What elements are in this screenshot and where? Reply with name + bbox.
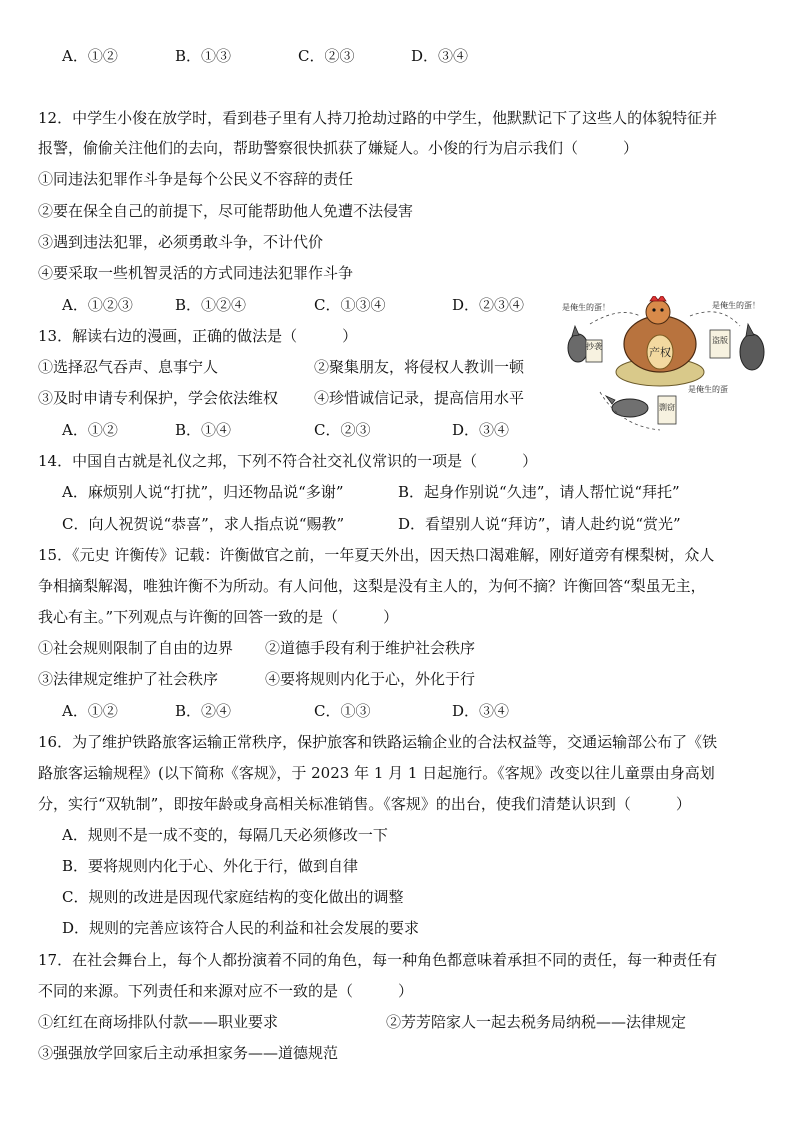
q17-stem-line2: 不同的来源。下列责任和来源对应不一致的是（ ） — [38, 982, 414, 1000]
wolf-left-shape — [568, 334, 588, 362]
option-a: A．麻烦别人说“打扰”，归还物品说“多谢” — [62, 483, 344, 501]
option-c: C．②③ — [298, 47, 355, 65]
option-c: C．向人祝贺说“恭喜”，求人指点说“赐教” — [62, 515, 345, 533]
option-a: A．①②③ — [62, 296, 133, 314]
q12-item-1: ①同违法犯罪作斗争是每个公民义不容辞的责任 — [38, 170, 354, 188]
q13-item-2: ②聚集朋友，将侵权人教训一顿 — [314, 358, 525, 376]
option-d: D．②③④ — [452, 296, 525, 314]
option-a: A．①② — [62, 702, 118, 720]
q15-stem-line1: 15．《元史 许衡传》记载：许衡做官之前，一年夏天外出，因天热口渴难解，刚好道旁有棵梨树，众人 — [38, 546, 715, 564]
q17-item-2: ②芳芳陪家人一起去税务局纳税——法律规定 — [386, 1013, 687, 1031]
q17-item-3: ③强强放学回家后主动承担家务——道德规范 — [38, 1044, 339, 1062]
option-c: C．②③ — [314, 421, 371, 439]
q16-stem-line2: 路旅客运输规程》(以下简称《客规》，于 2023 年 1 月 1 日起施行。《客规》改变以往儿童票由身高划 — [38, 764, 715, 782]
q15-stem-line2: 争相摘梨解渴，唯独许衡不为所动。有人问他，这梨是没有主人的，为何不摘？许衡回答“梨虽无主， — [38, 577, 706, 595]
option-a: A．①② — [62, 421, 118, 439]
egg-label: 产权 — [649, 346, 671, 359]
option-c: C．规则的改进是因现代家庭结构的变化做出的调整 — [62, 888, 404, 906]
bubble-bottom: 是俺生的蛋 — [688, 385, 728, 394]
bubble-left: 是俺生的蛋！ — [562, 303, 610, 312]
q16-stem-line3: 分，实行“双轨制”，即按年龄或身高相关标准销售。《客规》的出台，使我们清楚认识到（ ） — [38, 795, 691, 813]
wolf-bottom-shape — [612, 399, 648, 417]
q14-stem: 14．中国自古就是礼仪之邦，下列不符合社交礼仪常识的一项是（ ） — [38, 452, 538, 470]
bubble-right: 是俺生的蛋！ — [712, 301, 760, 310]
option-d: D．看望别人说“拜访”，请人赴约说“赏光” — [398, 515, 681, 533]
sign-copy-text: 抄袭 — [586, 342, 602, 351]
q13-item-1: ①选择忍气吞声、息事宁人 — [38, 358, 219, 376]
q17-item-1: ①红红在商场排队付款——职业要求 — [38, 1013, 279, 1031]
option-b: B．①③ — [175, 47, 232, 65]
option-b: B．要将规则内化于心、外化于行，做到自律 — [62, 857, 359, 875]
sign-plagiarism-text: 剽窃 — [659, 403, 675, 412]
option-b: B．起身作别说“久违”，请人帮忙说“拜托” — [398, 483, 680, 501]
q15-item-4: ④要将规则内化于心，外化于行 — [265, 670, 476, 688]
hen-eye-right — [660, 308, 663, 311]
q12-item-2: ②要在保全自己的前提下，尽可能帮助他人免遭不法侵害 — [38, 202, 414, 220]
option-d: D．③④ — [452, 702, 510, 720]
q12-item-4: ④要采取一些机智灵活的方式同违法犯罪作斗争 — [38, 264, 354, 282]
q17-stem-line1: 17．在社会舞台上，每个人都扮演着不同的角色，每一种角色都意味着承担不同的责任，每一种责任有 — [38, 951, 718, 969]
hen-egg-cartoon — [560, 296, 784, 438]
option-c: C．①③④ — [314, 296, 386, 314]
option-a: A．①② — [62, 47, 118, 65]
q12-item-3: ③遇到违法犯罪，必须勇敢斗争，不计代价 — [38, 233, 324, 251]
wolf-right-shape — [740, 334, 764, 370]
hen-comb-shape — [650, 296, 666, 301]
q15-stem-line3: 我心有主。”下列观点与许衡的回答一致的是（ ） — [38, 608, 399, 626]
q15-item-3: ③法律规定维护了社会秩序 — [38, 670, 219, 688]
hen-eye-left — [652, 308, 655, 311]
option-a: A．规则不是一成不变的，每隔几天必须修改一下 — [62, 826, 388, 844]
q12-stem-line1: 12．中学生小俊在放学时，看到巷子里有人持刀抢劫过路的中学生，他默默记下了这些人的体貌特征并 — [38, 109, 718, 127]
q13-item-3: ③及时申请专利保护，学会依法维权 — [38, 389, 279, 407]
option-d: D．③④ — [452, 421, 510, 439]
option-c: C．①③ — [314, 702, 371, 720]
motion-line-right — [690, 312, 740, 326]
q13-item-4: ④珍惜诚信记录，提高信用水平 — [314, 389, 525, 407]
option-d: D．③④ — [411, 47, 469, 65]
option-b: B．②④ — [175, 702, 232, 720]
hen-head-shape — [646, 300, 670, 324]
wolf-left-ear — [572, 326, 579, 336]
option-b: B．①④ — [175, 421, 232, 439]
q15-item-2: ②道德手段有利于维护社会秩序 — [265, 639, 476, 657]
q15-item-1: ①社会规则限制了自由的边界 — [38, 639, 234, 657]
q12-stem-line2: 报警，偷偷关注他们的去向，帮助警察很快抓获了嫌疑人。小俊的行为启示我们（ ） — [38, 139, 639, 157]
option-b: B．①②④ — [175, 296, 247, 314]
q13-stem: 13．解读右边的漫画，正确的做法是（ ） — [38, 327, 358, 345]
motion-line-left — [590, 312, 640, 324]
sign-piracy-text: 盗版 — [712, 336, 728, 345]
q16-stem-line1: 16．为了维护铁路旅客运输正常秩序，保护旅客和铁路运输企业的合法权益等，交通运输部公布了《铁 — [38, 733, 718, 751]
wolf-right-ear — [746, 324, 754, 336]
option-d: D．规则的完善应该符合人民的利益和社会发展的要求 — [62, 919, 420, 937]
